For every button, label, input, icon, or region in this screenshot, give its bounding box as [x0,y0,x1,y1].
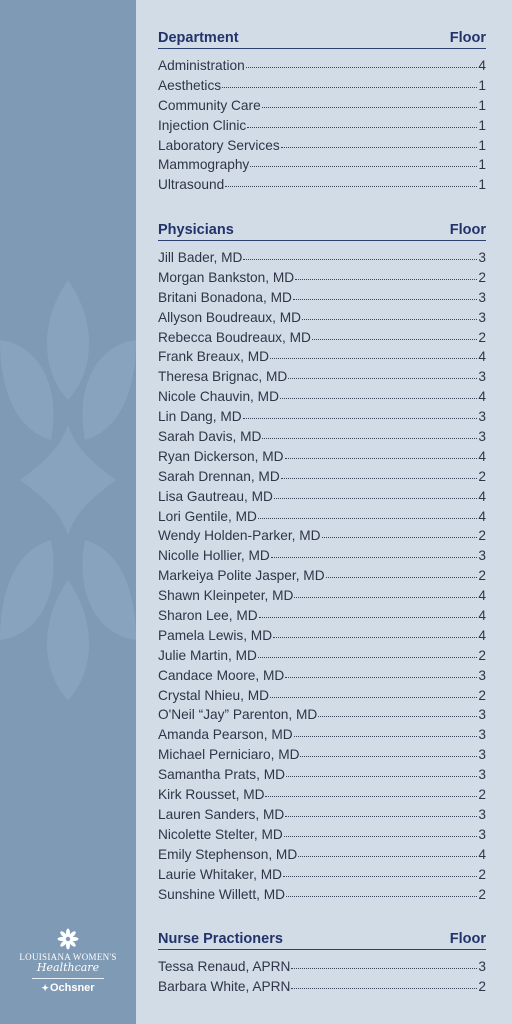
department-list [158,58,486,197]
physician-row-name: Candace Moore, MD [158,667,285,683]
dot-leader [222,77,477,88]
dot-leader [262,428,477,439]
dot-leader [294,587,477,598]
dot-leader [271,547,478,558]
physician-row-name: Sharon Lee, MD [158,608,258,624]
dot-leader [291,978,477,989]
physician-row [158,887,486,907]
physician-row-floor: 4 [478,349,486,365]
physician-row-floor: 4 [478,608,486,624]
physician-row-floor: 4 [478,846,486,862]
physician-row-name: Laurie Whitaker, MD [158,866,282,882]
physician-row-name: Lin Dang, MD [158,409,242,425]
physician-row-floor: 3 [478,727,486,743]
physician-row-name: Michael Perniciaro, MD [158,747,300,763]
department-row-name: Mammography [158,157,250,173]
dot-leader [288,368,477,379]
physician-row-floor: 2 [478,329,486,345]
physician-row [158,608,486,628]
dot-leader [243,408,478,419]
physician-row [158,867,486,887]
nurse-practitioner-row-floor: 3 [478,959,486,974]
dot-leader [291,958,477,969]
physician-row-name: Shawn Kleinpeter, MD [158,588,294,604]
physician-row [158,707,486,727]
physician-row-name: Nicolette Stelter, MD [158,826,283,842]
dot-leader [302,309,477,320]
physician-row-name: Wendy Holden-Parker, MD [158,528,321,544]
dot-leader [258,647,478,658]
physician-row [158,469,486,489]
dot-leader [318,706,477,717]
floral-pattern-icon [0,250,136,730]
physician-row [158,747,486,767]
dot-leader [246,57,478,68]
logo-text-line2: Healthcare [36,961,100,974]
department-row [158,138,486,158]
physician-row [158,688,486,708]
physician-row [158,588,486,608]
physician-row-floor: 3 [478,747,486,763]
dot-leader [280,388,477,399]
physician-row [158,330,486,350]
dot-leader [326,567,478,578]
physician-row-name: Julie Martin, MD [158,647,257,663]
physician-row-name: Markeiya Polite Jasper, MD [158,568,325,584]
physician-row [158,827,486,847]
physician-row-floor: 3 [478,767,486,783]
physician-row-name: Rebecca Boudreaux, MD [158,329,311,345]
department-row-name: Community Care [158,97,261,113]
department-row-floor: 4 [478,58,486,73]
physician-row-name: Sarah Davis, MD [158,429,262,445]
physician-row [158,270,486,290]
physician-row-name: Emily Stephenson, MD [158,846,298,862]
physician-row [158,767,486,787]
physician-row-floor: 2 [478,568,486,584]
sidebar-panel [0,0,136,1024]
physician-row-floor: 3 [478,707,486,723]
dot-leader [322,527,478,538]
physicians-list [158,250,486,906]
dot-leader [225,176,477,187]
physician-row-name: Britani Bonadona, MD [158,289,292,305]
physician-row-name: Lisa Gautreau, MD [158,488,273,504]
physician-row-floor: 2 [478,528,486,544]
physician-row [158,528,486,548]
physician-row [158,349,486,369]
physician-row-floor: 3 [478,548,486,564]
dot-leader [286,886,477,897]
physician-row-floor: 4 [478,389,486,405]
department-row-floor: 1 [478,137,486,153]
department-section [158,27,486,197]
physician-row-name: Lori Gentile, MD [158,508,257,524]
nurse-practitioner-row-floor: 2 [478,978,486,994]
physician-row-floor: 4 [478,588,486,604]
physician-row-floor: 4 [478,508,486,524]
dot-leader [259,607,478,618]
physician-row [158,648,486,668]
nurse-practitioners-header [158,928,486,950]
nurse-practitioners-header-floor: Floor [449,931,486,947]
physician-row-name: O'Neil “Jay” Parenton, MD [158,707,318,723]
physician-row-floor: 2 [478,269,486,285]
dot-leader [274,488,478,499]
department-row [158,98,486,118]
dot-leader [273,627,477,638]
dot-leader [284,826,478,837]
physician-row [158,449,486,469]
dot-leader [258,508,477,519]
physician-row-floor: 4 [478,627,486,643]
dot-leader [270,348,477,359]
department-row-name: Laboratory Services [158,137,280,153]
dot-leader [294,726,478,737]
physician-row-name: Amanda Pearson, MD [158,727,293,743]
department-row-name: Aesthetics [158,77,222,93]
department-row-floor: 1 [478,157,486,173]
dot-leader [286,766,477,777]
physician-row [158,250,486,270]
nurse-practitioner-row [158,959,486,979]
physician-row-name: Sarah Drennan, MD [158,468,280,484]
physician-row [158,568,486,588]
dot-leader [298,846,477,857]
louisiana-womens-healthcare-logo [0,928,136,995]
physician-row-name: Crystal Nhieu, MD [158,687,270,703]
physician-row-name: Frank Breaux, MD [158,349,270,365]
ochsner-logo-text [0,982,136,995]
dot-leader [293,289,477,300]
dot-leader [285,667,477,678]
physician-row [158,847,486,867]
dot-leader [250,156,477,167]
department-row-name: Injection Clinic [158,117,247,133]
department-row [158,157,486,177]
department-row [158,177,486,197]
physician-row [158,369,486,389]
physician-row [158,727,486,747]
physician-row [158,628,486,648]
dot-leader [265,786,477,797]
department-row [158,118,486,138]
physician-row [158,509,486,529]
physician-row-floor: 2 [478,687,486,703]
physician-row-floor: 3 [478,409,486,425]
nurse-practitioner-row-name: Barbara White, APRN [158,978,291,994]
physician-row-floor: 3 [478,250,486,265]
physician-row-floor: 3 [478,806,486,822]
department-row-name: Ultrasound [158,177,225,193]
dot-leader [281,468,478,479]
physician-row [158,807,486,827]
department-row [158,78,486,98]
nurse-practitioners-header-title: Nurse Practioners [158,931,283,947]
physician-row-name: Pamela Lewis, MD [158,627,273,643]
physician-row [158,548,486,568]
dot-leader [300,746,477,757]
ochsner-mark-icon: ✦ [41,983,49,993]
physician-row-name: Jill Bader, MD [158,250,243,265]
physician-row-floor: 3 [478,667,486,683]
physician-row-name: Sunshine Willett, MD [158,886,286,902]
department-row-name: Administration [158,58,245,73]
physician-row-name: Nicolle Hollier, MD [158,548,270,564]
physician-row-name: Nicole Chauvin, MD [158,389,279,405]
logo-divider [32,978,104,979]
dot-leader [285,448,478,459]
dot-leader [243,249,477,260]
nurse-practitioner-row-name: Tessa Renaud, APRN [158,959,291,974]
logo-text-line1: LOUISIANA WOMEN'S [19,952,117,962]
dot-leader [295,269,477,280]
flower-logo-icon [56,928,80,950]
physician-row-floor: 2 [478,787,486,803]
physician-row-name: Kirk Rousset, MD [158,787,265,803]
physician-row-floor: 3 [478,309,486,325]
physician-row-floor: 3 [478,826,486,842]
physician-row [158,429,486,449]
physician-row-floor: 2 [478,647,486,663]
dot-leader [285,806,477,817]
department-row [158,58,486,78]
dot-leader [283,866,477,877]
physicians-header-title: Physicians [158,222,234,238]
physician-row-name: Theresa Brignac, MD [158,369,288,385]
physician-row-floor: 2 [478,468,486,484]
physician-row-name: Lauren Sanders, MD [158,806,285,822]
physician-row-name: Morgan Bankston, MD [158,269,295,285]
physician-row-floor: 3 [478,429,486,445]
physician-row-floor: 3 [478,369,486,385]
physician-row-floor: 3 [478,289,486,305]
department-row-floor: 1 [478,177,486,193]
dot-leader [312,329,477,340]
physician-row [158,290,486,310]
physician-row [158,389,486,409]
physician-row-name: Ryan Dickerson, MD [158,448,284,464]
department-header-floor: Floor [449,30,486,46]
physician-row-floor: 4 [478,488,486,504]
physician-row-floor: 2 [478,886,486,902]
physician-row [158,310,486,330]
physicians-section [158,219,486,906]
physicians-header [158,219,486,241]
department-header-title: Department [158,30,239,46]
department-row-floor: 1 [478,77,486,93]
nurse-practitioner-row [158,979,486,999]
dot-leader [270,687,477,698]
nurse-practitioners-list [158,959,486,999]
physician-row-name: Allyson Boudreaux, MD [158,309,302,325]
department-header [158,27,486,49]
physician-row-floor: 4 [478,448,486,464]
physicians-header-floor: Floor [449,222,486,238]
dot-leader [247,117,477,128]
dot-leader [281,137,478,148]
physician-row [158,489,486,509]
nurse-practitioners-section [158,928,486,999]
department-row-floor: 1 [478,97,486,113]
physician-row-name: Samantha Prats, MD [158,767,286,783]
physician-row [158,787,486,807]
ochsner-label: Ochsner [49,982,95,994]
physician-row [158,668,486,688]
department-row-floor: 1 [478,117,486,133]
dot-leader [262,97,478,108]
physician-row-floor: 2 [478,866,486,882]
physician-row [158,409,486,429]
